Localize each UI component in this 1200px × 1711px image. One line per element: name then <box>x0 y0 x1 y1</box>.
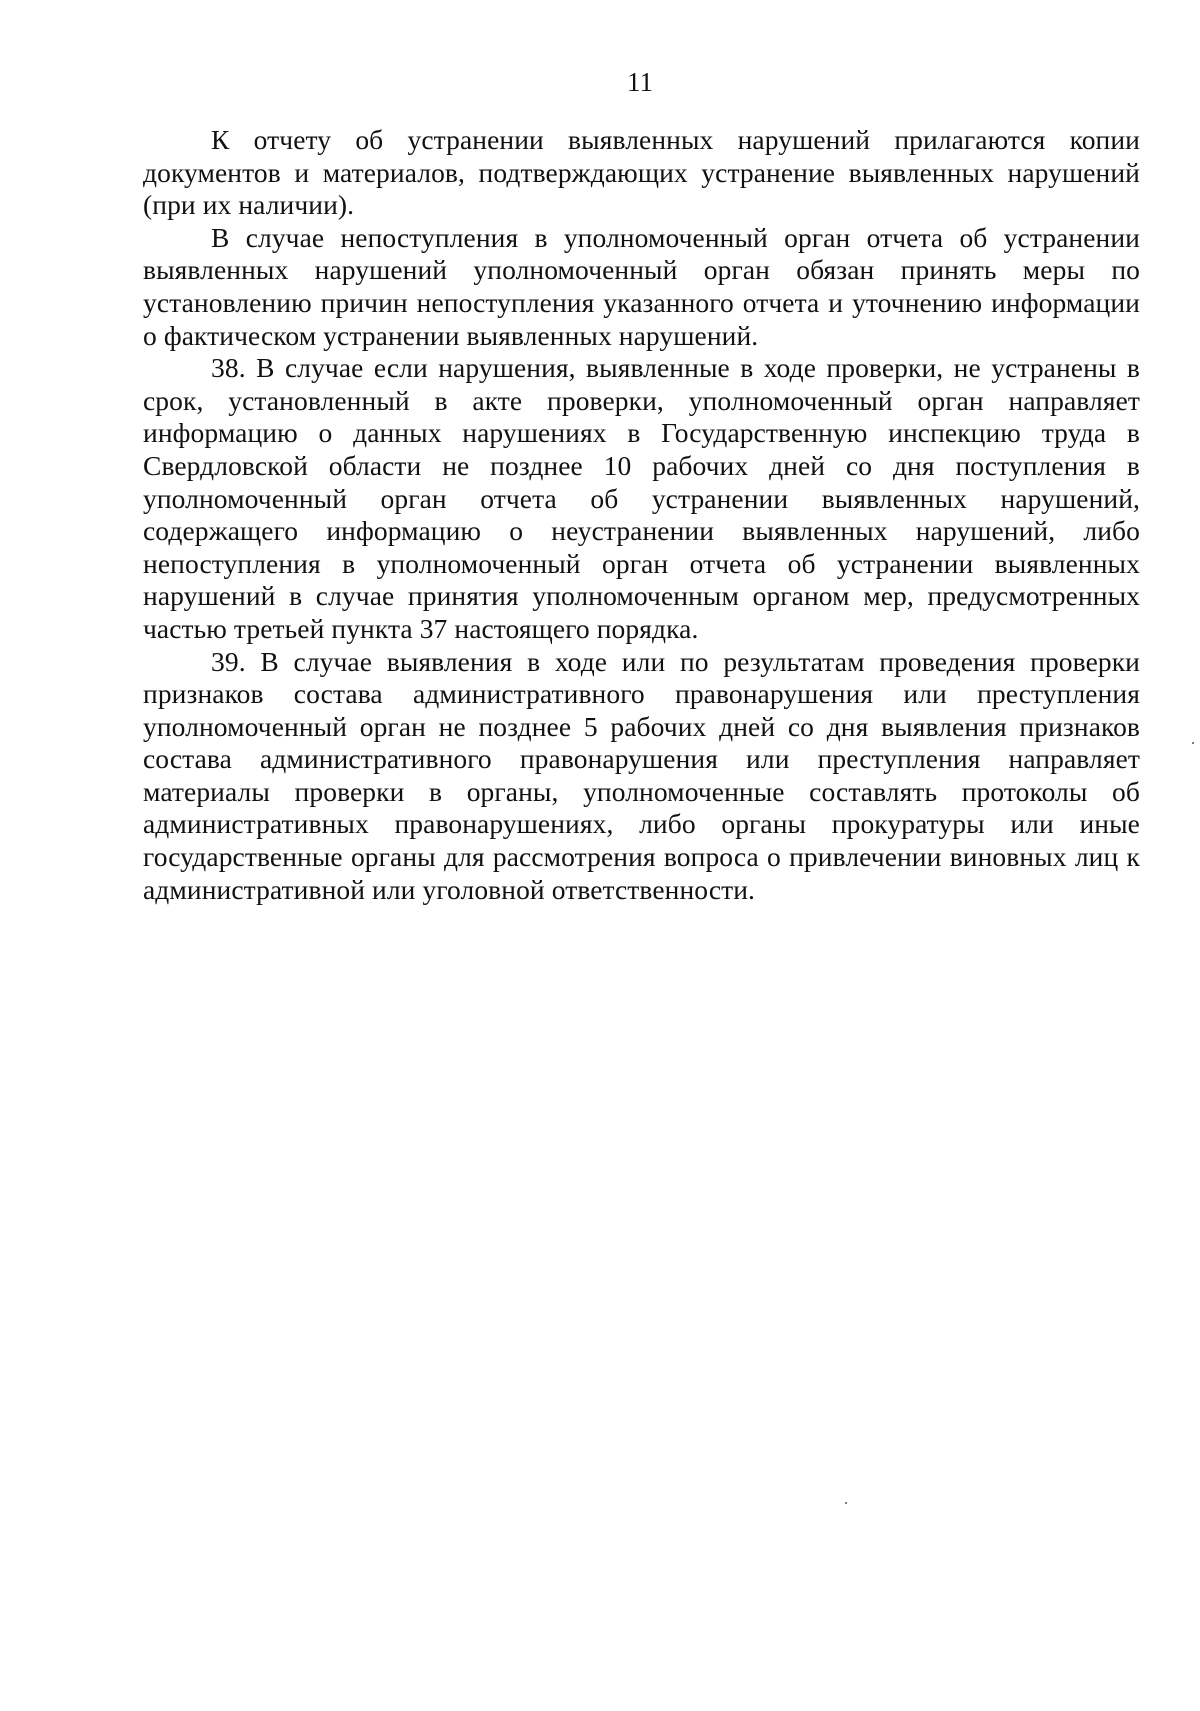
paragraph-item-38: 38. В случае если нарушения, выявленные в ходе проверки, не устранены в срок, установленный в акте проверки, уполномоченный орган направляет информацию о данных нарушениях в Государственную инспекцию труда в Свердловской области не позднее 10 рабочих дней со дня поступления в уполномоченный орган отчета об устранении выявленных нарушений, содержащего информацию о неустранении выявленных нарушений, либо непоступления в уполномоченный орган отчета об устранении выявленных нарушений в случае принятия уполномоченным органом мер, предусмотренных частью третьей пункта 37 настоящего порядка. <box>143 352 1140 644</box>
paragraph-report-not-received: В случае непоступления в уполномоченный орган отчета об устранении выявленных нарушений уполномоченный орган обязан принять меры по установлению причин непоступления указанного отчета и уточнению информации о фактическом устранении выявленных нарушений. <box>143 221 1140 351</box>
paragraph-item-39: 39. В случае выявления в ходе или по результатам проведения проверки признаков состава административного правонарушения или преступления уполномоченный орган не позднее 5 рабочих дней со дня выявления признаков состава административного правонарушения или преступления направляет материалы проверки в органы, уполномоченные составлять протоколы об административных правонарушениях, либо органы прокуратуры или иные государственные органы для рассмотрения вопроса о привлечении виновных лиц к административной или уголовной ответственности. <box>143 645 1140 905</box>
scan-speck <box>1192 742 1194 744</box>
document-body <box>143 124 1140 906</box>
paragraph-report-attachments: К отчету об устранении выявленных нарушений прилагаются копии документов и материалов, подтверждающих устранение выявленных нарушений (при их наличии). <box>143 124 1140 221</box>
scan-speck <box>845 1502 847 1504</box>
page-number: 11 <box>627 67 653 97</box>
